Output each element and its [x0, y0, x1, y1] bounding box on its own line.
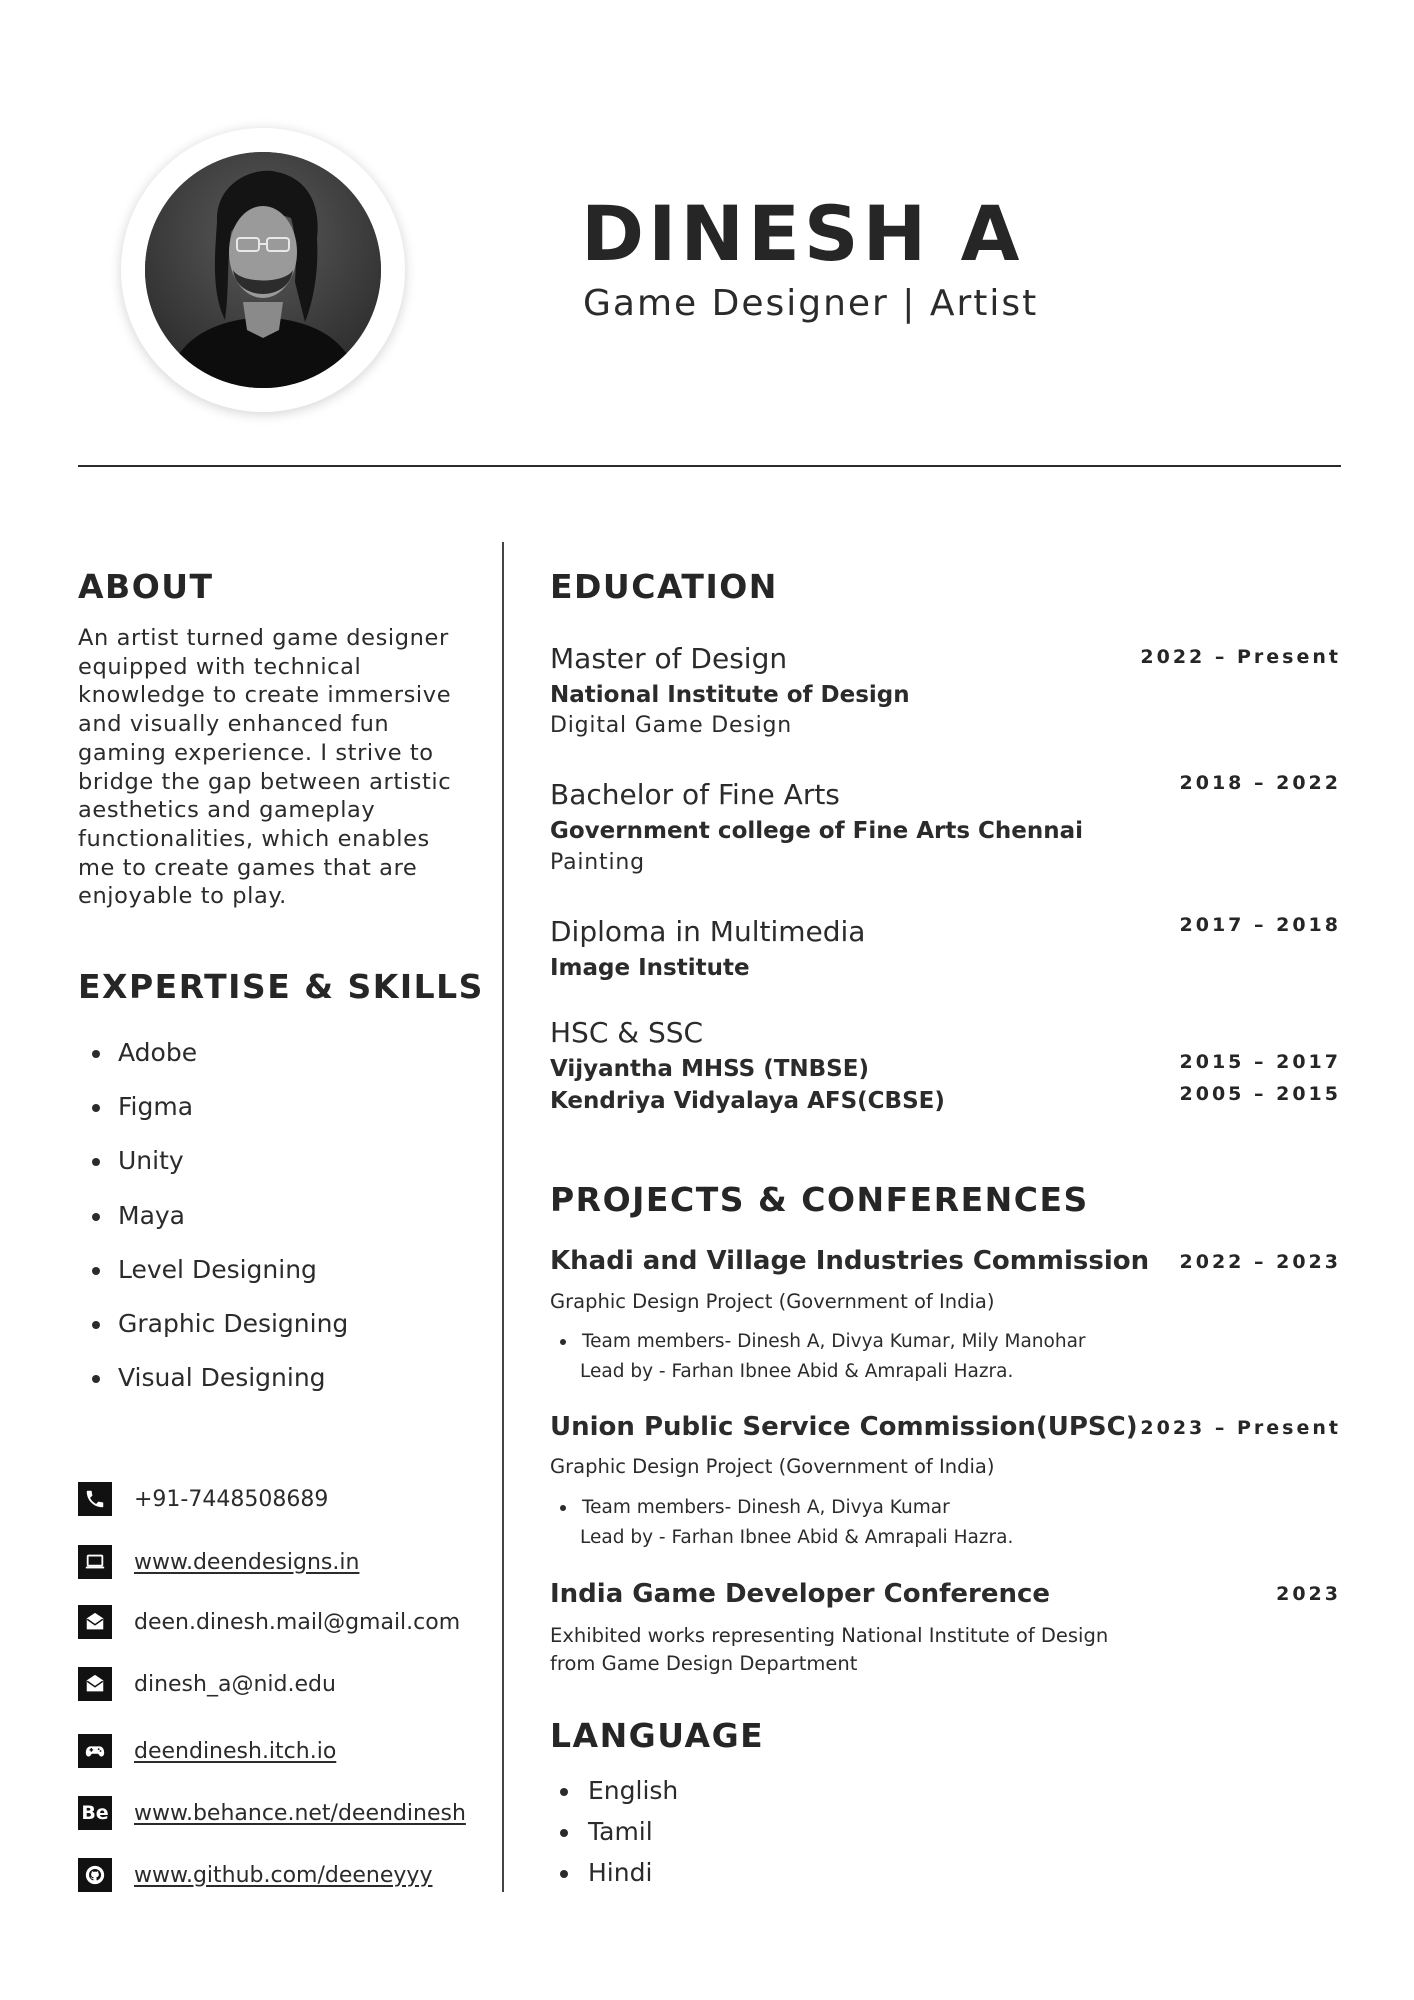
project-team: Team members- Dinesh A, Divya Kumar, Mily Manohar: [560, 1327, 1086, 1357]
education-school: Kendriya Vidyalaya AFS(CBSE): [550, 1088, 945, 1114]
project-date: 2022 – 2023: [1179, 1251, 1341, 1273]
about-heading: ABOUT: [78, 567, 214, 606]
education-date: 2005 – 2015: [1179, 1083, 1341, 1105]
education-degree: Bachelor of Fine Arts: [550, 778, 840, 811]
education-field: Digital Game Design: [550, 713, 792, 738]
contact-phone-text: +91-7448508689: [134, 1486, 329, 1512]
contact-email-nid[interactable]: [78, 1667, 336, 1701]
contact-email-personal[interactable]: [78, 1605, 460, 1639]
about-line: An artist turned game designer: [78, 625, 449, 651]
project-description-line: from Game Design Department: [550, 1652, 858, 1675]
github-icon: [78, 1858, 112, 1892]
about-line: equipped with technical: [78, 653, 362, 680]
projects-heading: PROJECTS & CONFERENCES: [550, 1180, 1089, 1219]
contact-behance[interactable]: [78, 1796, 466, 1830]
project-team: Team members- Dinesh A, Divya Kumar: [560, 1493, 1013, 1523]
mail-icon: [78, 1667, 112, 1701]
skill-item: Figma: [78, 1090, 348, 1144]
project-title: Khadi and Village Industries Commission: [550, 1246, 1150, 1276]
contact-website[interactable]: [78, 1545, 359, 1579]
contact-github-link[interactable]: www.github.com/deeneyyy: [134, 1862, 433, 1888]
about-line: enjoyable to play.: [78, 883, 287, 910]
contact-phone[interactable]: [78, 1482, 328, 1516]
skill-item: Level Designing: [78, 1253, 348, 1307]
education-date: 2017 – 2018: [1179, 914, 1341, 936]
project-subtitle: Graphic Design Project (Government of India): [550, 1455, 995, 1478]
skill-item: Visual Designing: [78, 1361, 348, 1415]
profile-photo: [145, 152, 381, 388]
profile-photo-illustration: [145, 152, 381, 388]
skills-list: [78, 1036, 348, 1415]
project-subtitle: Graphic Design Project (Government of India): [550, 1290, 995, 1313]
education-heading: EDUCATION: [550, 567, 778, 606]
about-text: [78, 624, 458, 911]
candidate-role: Game Designer | Artist: [583, 283, 1039, 324]
language-item: English: [550, 1774, 678, 1815]
about-line: bridge the gap between artistic: [78, 768, 452, 795]
education-degree: Master of Design: [550, 642, 788, 675]
project-details: [560, 1493, 1013, 1553]
header-divider: [78, 465, 1341, 467]
mail-icon: [78, 1605, 112, 1639]
project-title: India Game Developer Conference: [550, 1579, 1051, 1609]
language-item: Tamil: [550, 1815, 678, 1856]
skills-heading: EXPERTISE & SKILLS: [78, 967, 484, 1006]
phone-icon: [78, 1482, 112, 1516]
project-title: Union Public Service Commission(UPSC): [550, 1412, 1138, 1442]
skill-item: Adobe: [78, 1036, 348, 1090]
about-line: knowledge to create immersive: [78, 682, 452, 709]
education-school: Vijyantha MHSS (TNBSE): [550, 1056, 869, 1082]
about-line: gaming experience. I strive to: [78, 739, 434, 766]
education-date: 2022 – Present: [1140, 646, 1341, 668]
language-list: [550, 1774, 678, 1897]
project-date: 2023: [1276, 1583, 1341, 1605]
gamepad-icon: [78, 1734, 112, 1768]
project-description: [550, 1622, 1108, 1678]
about-line: me to create games that are: [78, 854, 418, 881]
contact-itch[interactable]: [78, 1734, 336, 1768]
education-date: 2015 – 2017: [1179, 1051, 1341, 1073]
column-divider: [502, 542, 504, 1892]
project-lead: Lead by - Farhan Ibnee Abid & Amrapali Hazra.: [580, 1527, 1014, 1548]
laptop-icon: [78, 1545, 112, 1579]
contact-itch-link[interactable]: deendinesh.itch.io: [134, 1738, 337, 1764]
project-description-line: Exhibited works representing National Institute of Design: [550, 1624, 1109, 1647]
education-field: Painting: [550, 850, 645, 875]
education-date: 2018 – 2022: [1179, 772, 1341, 794]
about-line: functionalities, which enables: [78, 825, 430, 852]
profile-photo-frame: [121, 128, 405, 412]
contact-email-text: dinesh_a@nid.edu: [134, 1671, 336, 1697]
project-details: [560, 1327, 1086, 1387]
skill-item: Maya: [78, 1199, 348, 1253]
language-item: Hindi: [550, 1856, 678, 1897]
skill-item: Unity: [78, 1144, 348, 1198]
contact-website-link[interactable]: www.deendesigns.in: [134, 1549, 360, 1575]
language-heading: LANGUAGE: [550, 1716, 765, 1755]
contact-github[interactable]: [78, 1858, 432, 1892]
education-degree: HSC & SSC: [550, 1016, 704, 1049]
education-degree: Diploma in Multimedia: [550, 915, 866, 948]
project-lead: Lead by - Farhan Ibnee Abid & Amrapali Hazra.: [580, 1361, 1014, 1382]
education-school: National Institute of Design: [550, 682, 910, 708]
project-date: 2023 – Present: [1140, 1417, 1341, 1439]
about-line: and visually enhanced fun: [78, 711, 390, 738]
contact-behance-link[interactable]: www.behance.net/deendinesh: [134, 1800, 466, 1826]
skill-item: Graphic Designing: [78, 1307, 348, 1361]
education-school: Government college of Fine Arts Chennai: [550, 818, 1084, 844]
candidate-name: DINESH A: [581, 189, 1024, 278]
behance-icon: Be: [78, 1796, 112, 1830]
education-school: Image Institute: [550, 955, 750, 981]
contact-email-text: deen.dinesh.mail@gmail.com: [134, 1609, 461, 1635]
about-line: aesthetics and gameplay: [78, 797, 376, 824]
